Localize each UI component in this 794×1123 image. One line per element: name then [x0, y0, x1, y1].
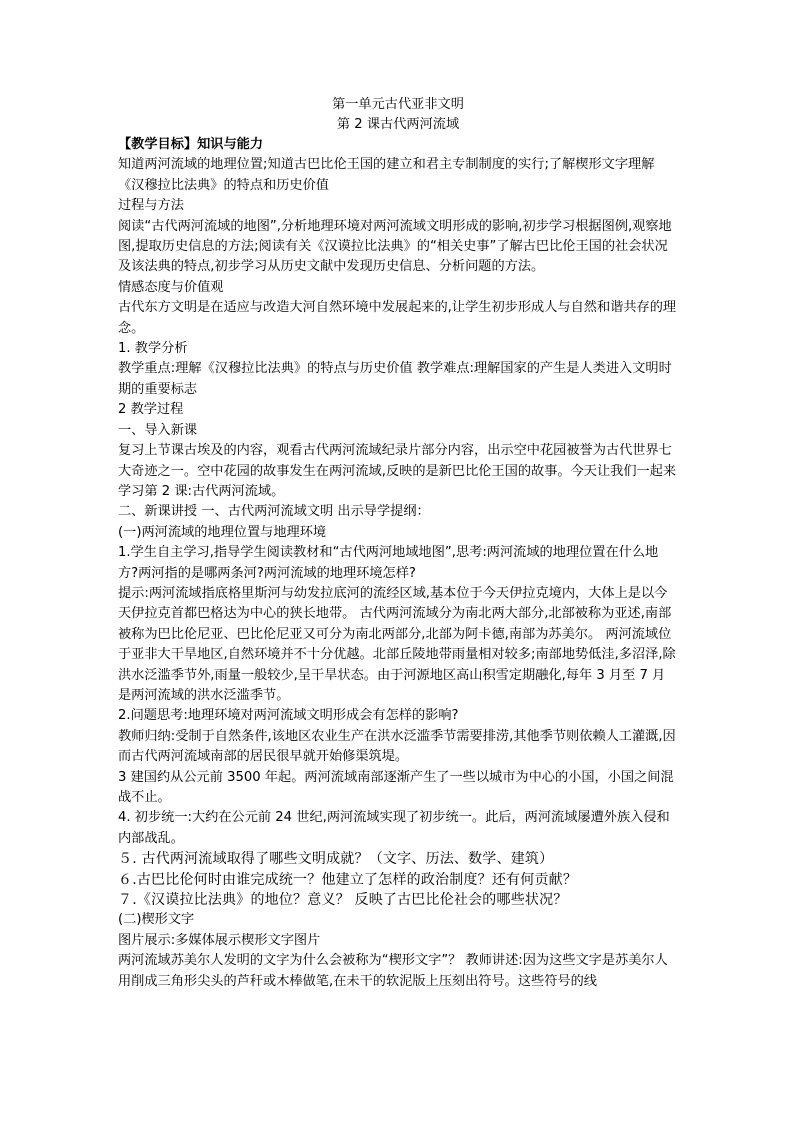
paragraph: 1. 教学分析 — [118, 341, 188, 357]
paragraph: 一、导入新课 — [118, 422, 198, 438]
paragraph: 提示:两河流域指底格里斯河与幼发拉底河的流经区域,基本位于今天伊拉克境内，大体上是以今天伊拉克首都巴格达为中心的狭长地带。 古代两河流域分为南北两大部分,北部被称为亚述,南部被称为巴比伦尼亚、巴比伦尼亚又可分为南北两部分,北部为阿卡德,南部为苏美尔。 两河流域位于亚非大干旱地区,自然环境并不十分优越。北部丘陵地带雨量相对较多;南部地势低洼,多沼泽,除洪水泛滥季节外,雨量一般较少,呈干旱状态。由于河源地区高山积雪定期融化,每年 3 月至 7 月是两河流域的洪水泛滥季节。 — [118, 585, 676, 703]
paragraph: ５. 古代两河流域取得了哪些文明成就？（文字、历法、数学、建筑） — [118, 851, 554, 868]
lesson-title: 第 2 课古代两河流域 — [336, 117, 460, 132]
paragraph: 2.问题思考:地理环境对两河流域文明形成会有怎样的影响? — [118, 708, 459, 724]
paragraph: 过程与方法 — [118, 198, 184, 214]
paragraph: 两河流域苏美尔人发明的文字为什么会被称为“楔形文字”？ 教师讲述:因为这些文字是苏美尔人用削成三角形尖头的芦秆或木棒做笔,在未干的软泥版上压刻出符号。这些符号的线 — [118, 953, 668, 989]
paragraph: 2 教学过程 — [118, 402, 184, 418]
paragraph: 1.学生自主学习,指导学生阅读教材和“古代两河地域地图”,思考:两河流域的地理位置在什么地方?两河指的是哪两条河?两河流域的地理环境怎样? — [118, 545, 659, 581]
paragraph: 情感态度与价值观 — [118, 279, 224, 295]
paragraph: 二、新课讲授 一、古代两河流域文明 出示导学提纲： — [118, 504, 430, 520]
paragraph: (二)楔形文字 — [118, 912, 195, 928]
paragraph: 教师归纳:受制于自然条件,该地区农业生产在洪水泛滥季节需要排涝,其他季节则依赖人工灌溉,因而古代两河流域南部的居民很早就开始修渠筑堤。 — [118, 728, 676, 765]
paragraph: ６.古巴比伦何时由谁完成统一？他建立了怎样的政治制度？还有何贡献？ — [118, 871, 578, 888]
paragraph: 古代东方文明是在适应与改造大河自然环境中发展起来的,让学生初步形成人与自然和谐共存的理念。 — [118, 300, 677, 336]
document-body — [118, 135, 678, 992]
paragraph: 4. 初步统一:大约在公元前 24 世纪,两河流域实现了初步统一。此后，两河流域屡遭外族入侵和内部战乱。 — [118, 810, 670, 846]
paragraph: 知道两河流域的地理位置;知道古巴比伦王国的建立和君主专制制度的实行;了解楔形文字理解《汉穆拉比法典》的特点和历史价值 — [118, 157, 655, 193]
paragraph: 复习上节课古埃及的内容，观看古代两河流域纪录片部分内容，出示空中花园被誉为古代世界七大奇迹之一。空中花园的故事发生在两河流域,反映的是新巴比伦王国的故事。今天让我们一起来学习第 2 课:古代两河流域。 — [118, 443, 677, 499]
paragraph: ７.《汉谟拉比法典》的地位？意义？ 反映了古巴比伦社会的哪些状况？ — [118, 892, 568, 909]
paragraph: 教学重点:理解《汉穆拉比法典》的特点与历史价值 教学难点:理解国家的产生是人类进入文明时期的重要标志 — [118, 361, 672, 397]
unit-title: 第一单元古代亚非文明 — [332, 97, 464, 112]
paragraph: (一)两河流域的地理位置与地理环境 — [118, 524, 327, 540]
document-page — [118, 95, 678, 992]
paragraph: 【教学目标】知识与能力 — [118, 137, 264, 152]
paragraph: 图片展示:多媒体展示楔形文字图片 — [118, 932, 321, 948]
paragraph: 3 建国约从公元前 3500 年起。两河流域南部逐渐产生了一些以城市为中心的小国，小国之间混战不止。 — [118, 769, 674, 805]
paragraph: 阅读“古代两河流域的地图”,分析地理环境对两河流域文明形成的影响,初步学习根据图例,观察地图,提取历史信息的方法;阅读有关《汉谟拉比法典》的“相关史事”了解古巴比伦王国的社会状况及该法典的特点,初步学习从历史文献中发现历史信息、分析问题的方法。 — [118, 218, 672, 275]
